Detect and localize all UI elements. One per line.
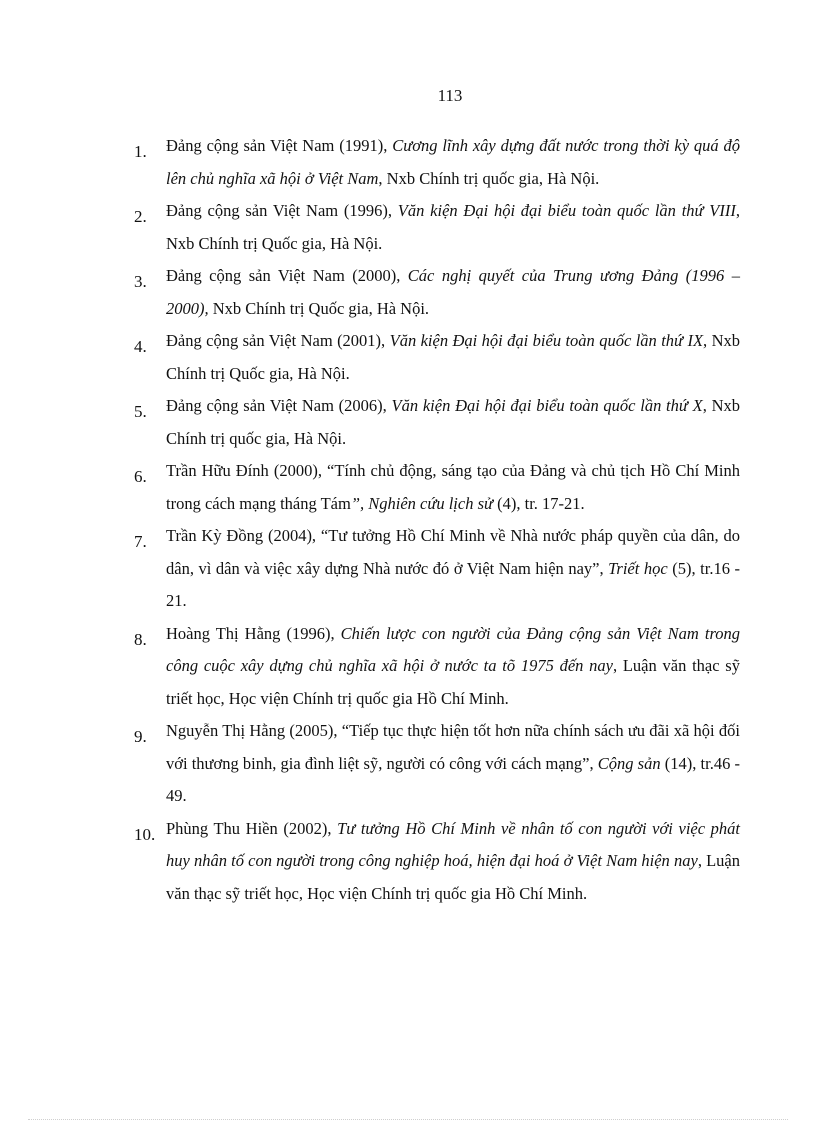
reference-title: Cộng sản: [597, 753, 661, 773]
reference-number: 4.: [134, 337, 147, 356]
reference-detail: (4), tr. 17-21.: [493, 493, 585, 513]
reference-detail: Trần Kỳ Đồng (2004), “Tư tưởng Hồ Chí Minh về Nhà nước pháp quyền của dân, do dân, vì dân và việc xây dựng Nhà nước đó ở Việt Nam hiện nay”,: [166, 526, 740, 578]
reference-detail: , Luận văn thạc sỹ triết học, Học viện Chính trị quốc gia Hồ Chí Minh.: [166, 656, 740, 708]
reference-list: [134, 130, 740, 910]
reference-item: [134, 390, 740, 455]
reference-detail: , Nxb Chính trị quốc gia, Hà Nội.: [378, 168, 600, 188]
reference-item: [134, 260, 740, 325]
reference-number: 8.: [134, 629, 147, 649]
reference-text: [166, 260, 740, 325]
reference-title: Các nghị quyết của Trung ương Đảng (1996 – 2000),: [166, 266, 740, 318]
reference-detail: Phùng Thu Hiền (2002),: [166, 818, 338, 838]
reference-number: 5.: [134, 402, 147, 421]
reference-title: Văn kiện Đại hội đại biểu toàn quốc lần thứ X: [391, 396, 703, 415]
reference-number: 10.: [134, 824, 156, 844]
reference-number: 9.: [134, 727, 147, 746]
reference-detail: Đảng cộng sản Việt Nam (1996),: [166, 201, 398, 220]
reference-title: Triết học: [608, 558, 668, 578]
reference-title: Cương lĩnh xây dựng đất nước trong thời kỳ quá độ lên chủ nghĩa xã hội ở Việt Nam: [166, 136, 740, 188]
reference-detail: (14), tr.46 - 49.: [166, 753, 740, 805]
reference-text: [166, 130, 740, 195]
reference-detail: , Luận văn thạc sỹ triết học, Học viện Chính trị quốc gia Hồ Chí Minh.: [166, 851, 741, 903]
reference-text: [166, 390, 740, 455]
reference-text: [166, 813, 740, 911]
reference-text: [166, 520, 740, 618]
reference-text: [166, 715, 740, 813]
reference-item: [134, 715, 740, 813]
reference-detail: Trần Hữu Đính (2000), “Tính chủ động, sáng tạo của Đảng và chủ tịch Hồ Chí Minh trong cách mạng tháng Tám: [166, 461, 740, 513]
reference-detail: Đảng cộng sản Việt Nam (2006),: [166, 396, 392, 415]
reference-number: 3.: [134, 272, 147, 291]
reference-number: 6.: [134, 467, 147, 486]
reference-detail: Nguyễn Thị Hằng (2005), “Tiếp tục thực hiện tốt hơn nữa chính sách ưu đãi xã hội đối với thương binh, gia đình liệt sỹ, người có công với cách mạng”,: [166, 721, 740, 773]
reference-title: Tư tưởng Hồ Chí Minh về nhân tố con người với việc phát huy nhân tố con người trong công nghiệp hoá, hiện đại hoá ở Việt Nam hiện nay: [166, 818, 740, 870]
reference-detail: Đảng cộng sản Việt Nam (1991),: [166, 136, 393, 155]
reference-item: [134, 618, 740, 716]
reference-text: [166, 195, 740, 260]
reference-item: [134, 455, 740, 520]
reference-text: [166, 618, 740, 716]
reference-detail: Nxb Chính trị Quốc gia, Hà Nội.: [208, 298, 430, 318]
reference-title: ”, Nghiên cứu lịch sử: [350, 493, 494, 513]
reference-detail: (5), tr.16 - 21.: [166, 558, 740, 610]
reference-number: 1.: [134, 142, 147, 161]
reference-item: [134, 520, 740, 618]
reference-text: [166, 325, 740, 390]
reference-title: Văn kiện Đại hội đại biểu toàn quốc lần thứ IX: [389, 331, 704, 350]
reference-number: 2.: [134, 207, 147, 226]
reference-detail: , Nxb Chính trị Quốc gia, Hà Nội.: [166, 331, 740, 383]
reference-detail: Hoàng Thị Hằng (1996),: [166, 623, 341, 643]
reference-title: Văn kiện Đại hội đại biểu toàn quốc lần thứ VIII: [397, 201, 736, 220]
reference-detail: , Nxb Chính trị quốc gia, Hà Nội.: [166, 396, 740, 448]
reference-item: [134, 325, 740, 390]
reference-text: [166, 455, 740, 520]
reference-item: [134, 130, 740, 195]
reference-item: [134, 813, 740, 911]
reference-detail: Đảng cộng sản Việt Nam (2000),: [166, 266, 408, 285]
reference-number: 7.: [134, 532, 147, 551]
reference-detail: Đảng cộng sản Việt Nam (2001),: [166, 331, 390, 350]
reference-detail: , Nxb Chính trị Quốc gia, Hà Nội.: [166, 201, 740, 253]
reference-title: Chiến lược con người của Đảng cộng sản Việt Nam trong công cuộc xây dựng chủ nghĩa xã hội ở nước ta tõ 1975 đến nay: [166, 623, 740, 675]
reference-item: [134, 195, 740, 260]
page-bottom-divider: [28, 1119, 788, 1120]
page-number: 113: [437, 86, 463, 105]
